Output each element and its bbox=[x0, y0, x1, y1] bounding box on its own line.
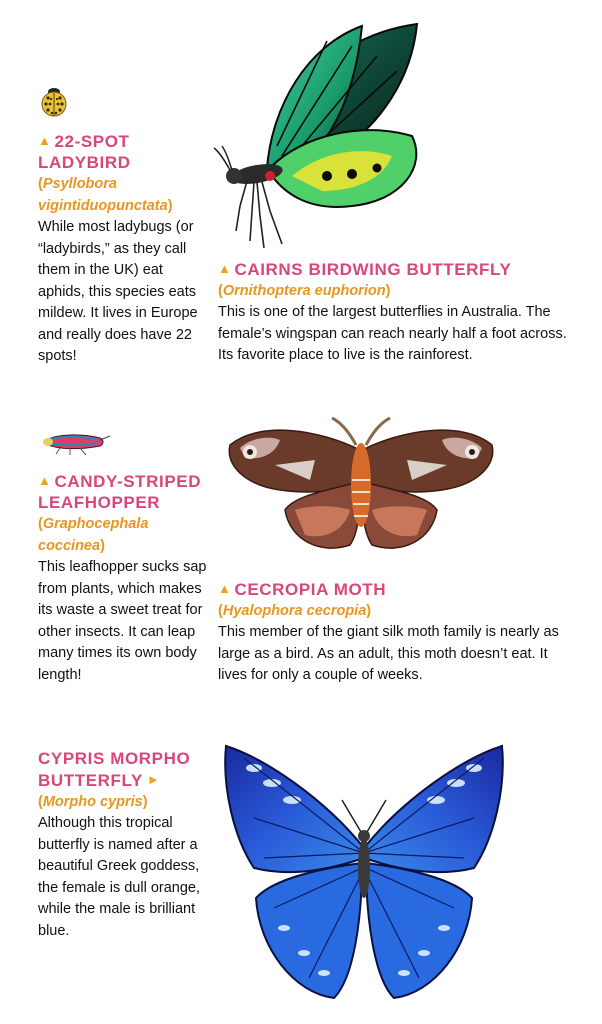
scientific-name: (Graphocephala coccinea) bbox=[38, 516, 149, 554]
entry-cecropia bbox=[218, 578, 578, 687]
pointer-icon: ▲ bbox=[38, 473, 52, 488]
entry-birdwing bbox=[218, 258, 578, 367]
entry-morpho bbox=[38, 748, 210, 942]
entry-title: ▲ 22-SPOT LADYBIRD bbox=[38, 132, 131, 172]
scientific-name: (Ornithoptera euphorion) bbox=[218, 283, 391, 299]
entry-description: While most ladybugs (or “ladybirds,” as they call them in the UK) eat aphids, this species eats mildew. It lives in Europe and really does have 22 spots! bbox=[38, 219, 198, 364]
entry-description: This leafhopper sucks sap from plants, which makes its waste a sweet treat for other insects. It can leap many times its own body length! bbox=[38, 559, 207, 683]
pointer-icon: ► bbox=[146, 772, 161, 787]
birdwing-butterfly-icon bbox=[212, 16, 432, 256]
pointer-icon: ▲ bbox=[38, 133, 52, 148]
leafhopper-icon bbox=[40, 430, 112, 456]
scientific-name: (Morpho cypris) bbox=[38, 794, 148, 810]
entry-leafhopper bbox=[38, 470, 210, 686]
entry-title: ▲ CANDY-STRIPED LEAFHOPPER bbox=[38, 472, 202, 512]
entry-ladybird bbox=[38, 130, 208, 368]
entry-description: This member of the giant silk moth family is nearly as large as a bird. As an adult, this moth doesn’t eat. It lives for only a couple of weeks. bbox=[218, 624, 559, 683]
pointer-icon: ▲ bbox=[218, 581, 232, 596]
entry-title: ▲ CECROPIA MOTH bbox=[218, 580, 387, 599]
entry-description: This is one of the largest butterflies in Australia. The female’s wingspan can reach nearly half a foot across. Its favorite place to live is the rainforest. bbox=[218, 304, 567, 363]
entry-title: CYPRIS MORPHO BUTTERFLY ► bbox=[38, 749, 191, 790]
scientific-name: (Psyllobora vigintiduopunctata) bbox=[38, 176, 173, 214]
entry-title: ▲ CAIRNS BIRDWING BUTTERFLY bbox=[218, 260, 512, 279]
ladybird-icon bbox=[38, 84, 70, 118]
scientific-name: (Hyalophora cecropia) bbox=[218, 603, 372, 619]
entry-description: Although this tropical butterfly is named after a beautiful Greek goddess, the female is dull orange, while the male is brilliant blue. bbox=[38, 815, 201, 939]
morpho-butterfly-icon bbox=[214, 738, 514, 1014]
pointer-icon: ▲ bbox=[218, 261, 232, 276]
cecropia-moth-icon bbox=[220, 410, 502, 570]
